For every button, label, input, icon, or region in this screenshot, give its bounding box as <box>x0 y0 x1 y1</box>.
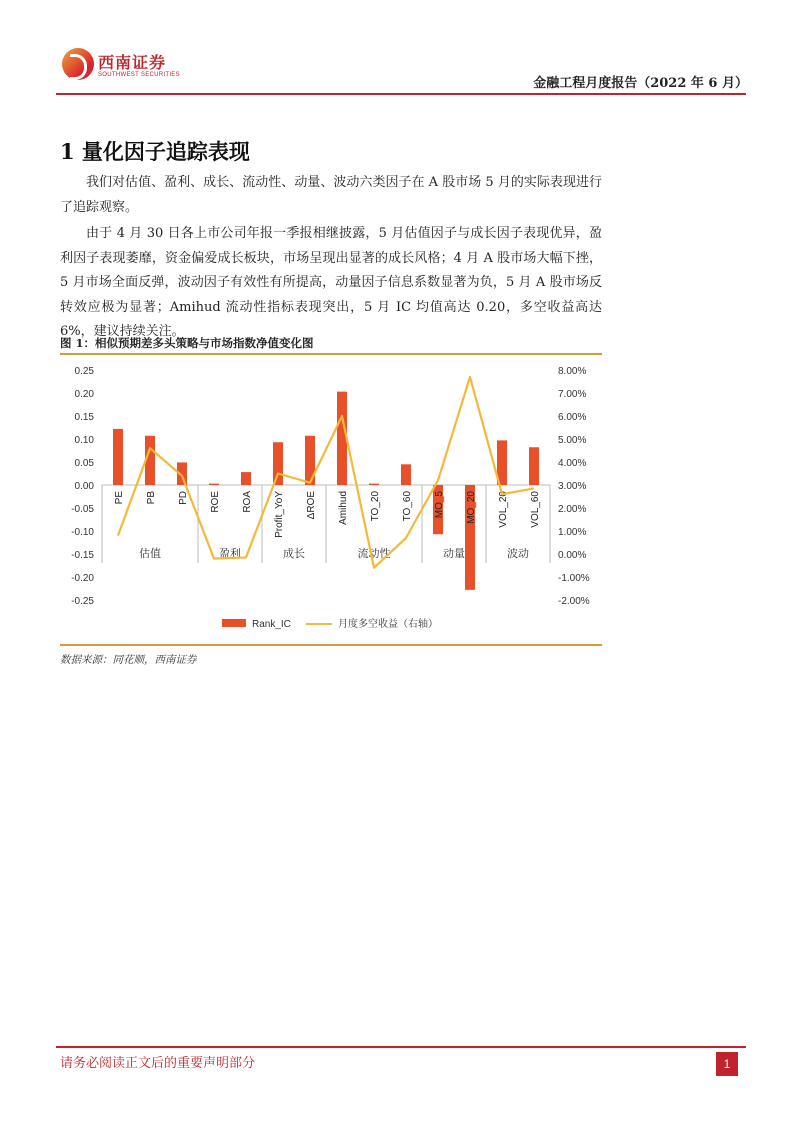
y-right-tick-label: 1.00% <box>558 527 587 538</box>
y-right-tick-label: 2.00% <box>558 504 587 515</box>
bar-PE <box>113 429 123 485</box>
x-category-label: PD <box>178 491 189 505</box>
bar-ROE <box>209 484 219 485</box>
paragraph-summary: 由于 4 月 30 日各上市公司年报一季报相继披露，5 月估值因子与成长因子表现优异，盈利因子表现萎靡，资金偏爱成长板块，市场呈现出显著的成长风格；4 月 A 股市场大幅下挫，5 月市场全面反弹，波动因子有效性有所提高，动量因子信息系数显著为负，5 月 A 股市场反转效应极为显著；Amihud 流动性指标表现突出，5 月 IC 均值高达 0.20，多空收益高达 6%，建议持续关注。 <box>60 226 602 339</box>
legend-label-rank-ic: Rank_IC <box>252 619 291 630</box>
logo-text-en: SOUTHWEST SECURITIES <box>98 72 180 78</box>
figure-caption: 图 1：相似预期差多头策略与市场指数净值变化图 <box>60 336 314 350</box>
bar-Amihud <box>337 392 347 485</box>
y-right-tick-label: -1.00% <box>558 573 590 584</box>
y-right-tick-label: 5.00% <box>558 435 587 446</box>
y-left-tick-label: -0.05 <box>71 504 94 515</box>
group-label: 动量 <box>443 548 465 560</box>
header-divider <box>56 93 746 95</box>
group-label: 成长 <box>283 548 305 560</box>
x-category-label: Amihud <box>338 491 349 525</box>
x-category-label: ROE <box>210 491 221 513</box>
x-category-label: MO_5 <box>434 491 445 519</box>
footer-disclaimer: 请务必阅读正文后的重要声明部分 <box>60 1056 256 1071</box>
page-number: 1 <box>716 1052 738 1076</box>
y-right-tick-label: -2.00% <box>558 596 590 607</box>
y-left-tick-label: -0.10 <box>71 527 94 538</box>
report-title: 金融工程月度报告（2022 年 6 月） <box>533 76 748 91</box>
bar-VOL_60 <box>529 447 539 485</box>
x-category-label: Profit_YoY <box>274 491 285 538</box>
y-left-tick-label: -0.25 <box>71 596 94 607</box>
legend-label-return: 月度多空收益（右轴） <box>338 619 438 630</box>
paragraph-intro: 我们对估值、盈利、成长、流动性、动量、波动六类因子在 A 股市场 5 月的实际表现进行了追踪观察。 <box>60 175 602 215</box>
y-right-tick-label: 7.00% <box>558 389 587 400</box>
x-category-label: VOL_20 <box>498 491 509 528</box>
y-right-tick-label: 0.00% <box>558 550 587 561</box>
y-right-tick-label: 6.00% <box>558 412 587 423</box>
x-category-label: MO_20 <box>466 491 477 524</box>
logo-icon <box>62 48 94 80</box>
rank-ic-chart <box>60 356 602 642</box>
bar-TO_20 <box>369 484 379 485</box>
group-label: 流动性 <box>357 548 391 560</box>
y-left-tick-label: 0.05 <box>74 458 94 469</box>
x-category-label: ROA <box>242 491 253 513</box>
y-left-tick-label: 0.15 <box>74 412 94 423</box>
x-category-label: PB <box>146 491 157 505</box>
group-label: 估值 <box>139 548 161 560</box>
x-category-label: VOL_60 <box>530 491 541 528</box>
bar-Profit_YoY <box>273 442 283 485</box>
footer-divider <box>56 1046 746 1048</box>
y-left-tick-label: 0.10 <box>74 435 94 446</box>
bar-ROA <box>241 472 251 485</box>
y-left-tick-label: 0.00 <box>74 481 94 492</box>
y-right-tick-label: 3.00% <box>558 481 587 492</box>
legend-swatch-rank-ic <box>222 619 246 627</box>
figure-bottom-rule <box>60 644 602 646</box>
y-left-tick-label: -0.20 <box>71 573 94 584</box>
y-left-tick-label: -0.15 <box>71 550 94 561</box>
x-category-label: ΔROE <box>306 491 317 520</box>
x-category-label: TO_60 <box>402 491 413 522</box>
section-heading: 1 量化因子追踪表现 <box>60 139 250 164</box>
y-right-tick-label: 4.00% <box>558 458 587 469</box>
brand-logo <box>62 48 182 88</box>
figure-source: 数据来源：同花顺，西南证券 <box>60 654 197 666</box>
figure-top-rule <box>60 353 602 355</box>
y-right-tick-label: 8.00% <box>558 366 587 377</box>
group-label: 波动 <box>507 548 529 560</box>
logo-text-cn: 西南证券 <box>98 53 167 72</box>
y-left-tick-label: 0.25 <box>74 366 94 377</box>
y-left-tick-label: 0.20 <box>74 389 94 400</box>
x-category-label: PE <box>114 491 125 505</box>
group-label: 盈利 <box>219 548 241 560</box>
bar-TO_60 <box>401 464 411 485</box>
x-category-label: TO_20 <box>370 491 381 522</box>
